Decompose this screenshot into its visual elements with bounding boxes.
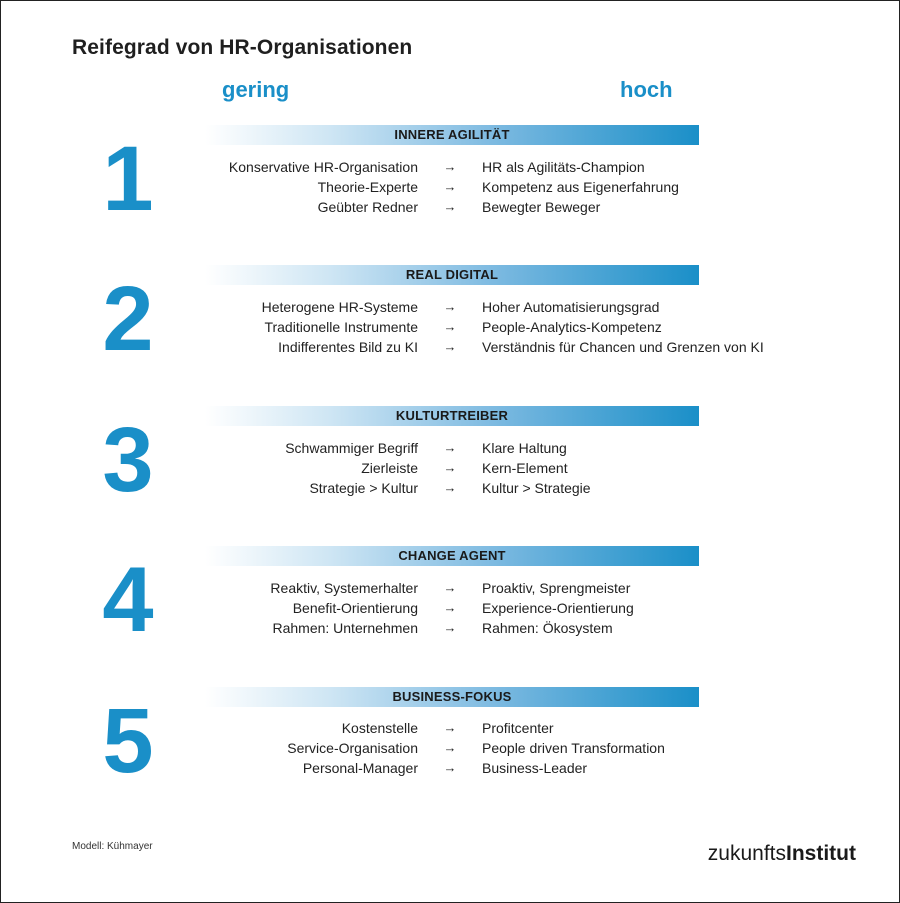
diagram-title: Reifegrad von HR-Organisationen [72, 36, 413, 59]
stage-3 [0, 406, 900, 536]
transition-row [0, 718, 900, 738]
stage-1 [0, 125, 900, 255]
transition-row [0, 758, 900, 778]
arrow-right-icon: → [443, 580, 457, 595]
to-text: Proaktiv, Sprengmeister [482, 580, 631, 596]
to-text: Experience-Orientierung [482, 600, 634, 616]
to-text: Klare Haltung [482, 440, 567, 456]
stage-gradient-bar [205, 546, 699, 566]
arrow-right-icon: → [443, 159, 457, 174]
transition-row [0, 618, 900, 638]
transition-row [0, 157, 900, 177]
stage-gradient-bar [205, 265, 699, 285]
transition-row [0, 438, 900, 458]
stage-5 [0, 687, 900, 817]
arrow-right-icon: → [443, 339, 457, 354]
stage-label: KULTURTREIBER [395, 408, 509, 423]
to-text: Business-Leader [482, 760, 588, 776]
arrow-right-icon: → [443, 440, 457, 455]
transition-row [0, 478, 900, 498]
stage-label: INNERE AGILITÄT [394, 127, 510, 142]
stage-number: 1 [102, 128, 154, 230]
logo-text-light: zukunfts [707, 842, 787, 865]
from-text: Reaktiv, Systemerhalter [270, 580, 418, 596]
from-text: Benefit-Orientierung [292, 600, 418, 616]
from-text: Geübter Redner [317, 199, 418, 215]
to-text: Kern-Element [482, 460, 568, 476]
arrow-right-icon: → [443, 620, 457, 635]
to-text: People-Analytics-Kompetenz [482, 319, 662, 335]
to-text: Hoher Automatisierungsgrad [482, 299, 660, 315]
zukunftsinstitut-logo [708, 842, 856, 866]
scale-label-low: gering [222, 77, 290, 102]
arrow-right-icon: → [443, 199, 457, 214]
transition-row [0, 738, 900, 758]
from-text: Zierleiste [361, 460, 418, 476]
arrow-right-icon: → [443, 740, 457, 755]
stage-number: 4 [102, 549, 154, 651]
arrow-right-icon: → [443, 299, 457, 314]
arrow-right-icon: → [443, 480, 457, 495]
to-text: Kultur > Strategie [482, 480, 591, 496]
transition-row [0, 578, 900, 598]
arrow-right-icon: → [443, 319, 457, 334]
stage-4 [0, 546, 900, 676]
transition-row [0, 598, 900, 618]
to-text: Verständnis für Chancen und Grenzen von KI [482, 339, 764, 355]
stage-number: 5 [102, 690, 154, 792]
stage-label: CHANGE AGENT [398, 548, 506, 563]
arrow-right-icon: → [443, 460, 457, 475]
scale-label-high: hoch [620, 77, 673, 102]
stage-number: 2 [102, 268, 154, 370]
stage-gradient-bar [205, 406, 699, 426]
from-text: Theorie-Experte [317, 179, 418, 195]
stage-gradient-bar [205, 687, 699, 707]
arrow-right-icon: → [443, 179, 457, 194]
stage-number: 3 [102, 409, 154, 511]
arrow-right-icon: → [443, 760, 457, 775]
from-text: Personal-Manager [302, 760, 418, 776]
from-text: Kostenstelle [341, 720, 418, 736]
logo-text-bold: Institut [786, 842, 856, 865]
from-text: Strategie > Kultur [309, 480, 418, 496]
source-footnote: Modell: Kühmayer [72, 841, 153, 852]
from-text: Rahmen: Unternehmen [272, 620, 418, 636]
arrow-right-icon: → [443, 600, 457, 615]
transition-row [0, 297, 900, 317]
to-text: Rahmen: Ökosystem [482, 620, 613, 636]
from-text: Traditionelle Instrumente [264, 319, 418, 335]
transition-row [0, 317, 900, 337]
from-text: Service-Organisation [287, 740, 418, 756]
stage-label: REAL DIGITAL [405, 267, 499, 282]
stage-label: BUSINESS-FOKUS [392, 689, 512, 704]
to-text: People driven Transformation [482, 740, 665, 756]
transition-row [0, 197, 900, 217]
arrow-right-icon: → [443, 720, 457, 735]
to-text: Kompetenz aus Eigenerfahrung [482, 179, 679, 195]
to-text: Profitcenter [482, 720, 554, 736]
transition-row [0, 337, 900, 357]
transition-row [0, 458, 900, 478]
stage-2 [0, 265, 900, 395]
to-text: Bewegter Beweger [482, 199, 601, 215]
from-text: Heterogene HR-Systeme [261, 299, 418, 315]
from-text: Indifferentes Bild zu KI [278, 339, 418, 355]
to-text: HR als Agilitäts-Champion [482, 159, 645, 175]
stage-gradient-bar [205, 125, 699, 145]
from-text: Konservative HR-Organisation [228, 159, 418, 175]
from-text: Schwammiger Begriff [285, 440, 418, 456]
transition-row [0, 177, 900, 197]
